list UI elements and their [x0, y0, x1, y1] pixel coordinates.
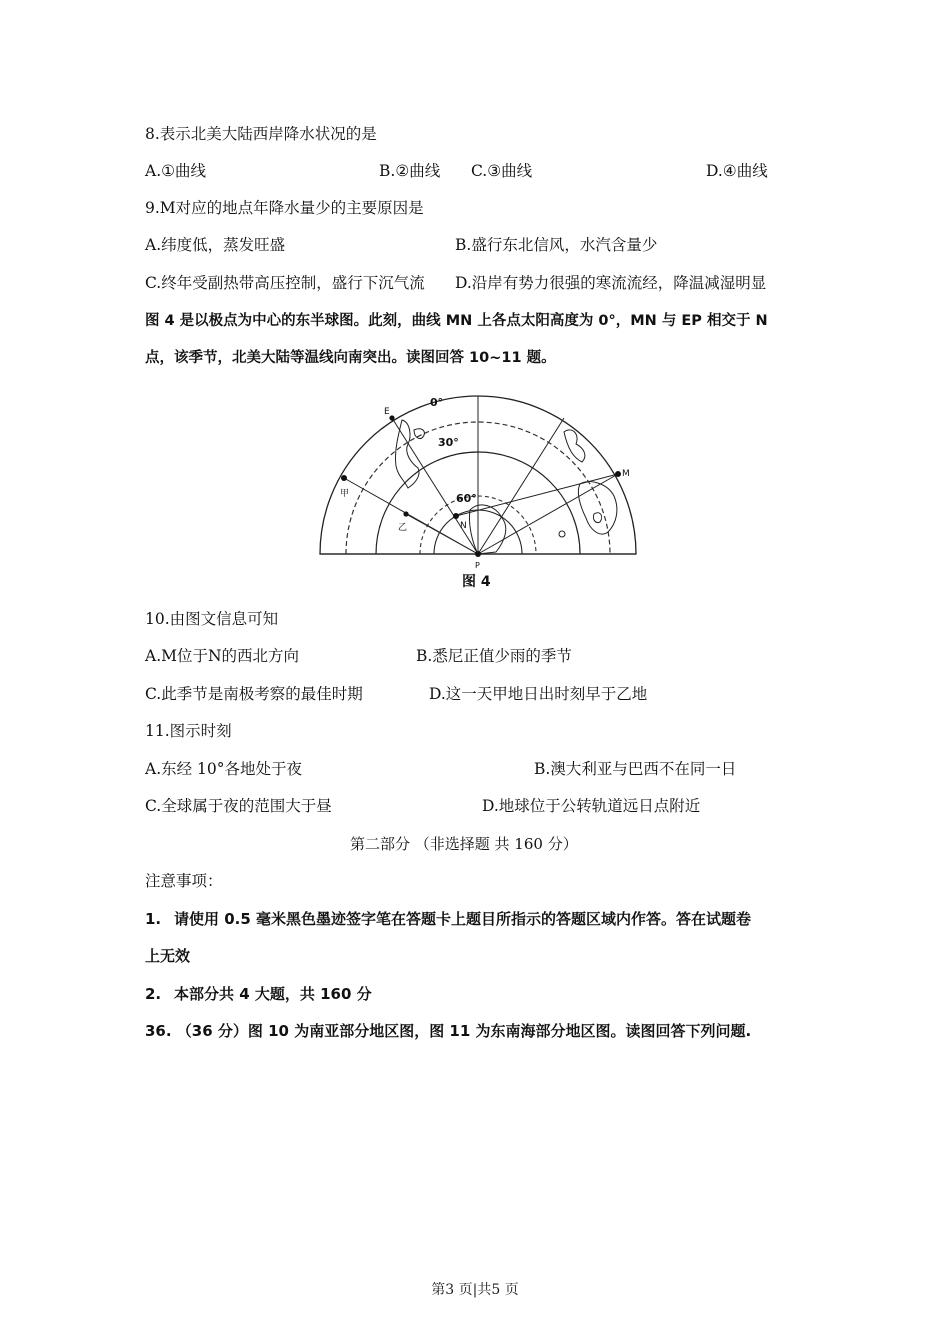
meridian-ep [392, 418, 478, 554]
label-yi: 乙 [398, 523, 408, 533]
q8-stem: 8.表示北美大陆西岸降水状况的是 [145, 125, 377, 143]
q8-option-b: B.②曲线 [379, 162, 441, 180]
q10-option-a: A.M位于N的西北方向 [145, 647, 300, 665]
q9-option-d: D.沿岸有势力很强的寒流流经，降温减湿明显 [455, 274, 767, 292]
label-lat-60: 60° [456, 492, 477, 505]
label-m: M [622, 469, 630, 479]
point-jia [341, 475, 347, 481]
q11-stem: 11.图示时刻 [145, 722, 232, 740]
polar-hemisphere-figure [318, 392, 638, 592]
australia-outline [578, 482, 616, 534]
line-mn [456, 474, 618, 516]
notes-item1-text: 请使用 0.5 毫米黑色墨迹签字笔在答题卡上题目所指示的答题区域内作答。答在试题卷 [174, 910, 752, 928]
q9-stem: 9.M对应的地点年降水量少的主要原因是 [145, 199, 424, 217]
q8-option-d: D.④曲线 [706, 162, 768, 180]
intro-line-1: 图 4 是以极点为中心的东半球图。此刻，曲线 MN 上各点太阳高度为 0°，MN 与 EP 相交于 N [145, 313, 768, 329]
notes-item2-number: 2. [145, 985, 162, 1003]
notes-heading: 注意事项： [145, 872, 223, 890]
notes-item1-continuation: 上无效 [145, 947, 191, 965]
antarctica-outline [469, 505, 505, 554]
q8-option-a: A.①曲线 [145, 162, 207, 180]
q9-option-b: B.盛行东北信风，水汽含量少 [455, 236, 658, 254]
label-e: E [384, 407, 390, 417]
label-jia: 甲 [340, 489, 350, 499]
figure-caption: 图 4 [462, 574, 491, 590]
label-lat-30: 30° [438, 436, 459, 449]
island-outline-small [593, 513, 601, 523]
q9-option-c: C.终年受副热带高压控制，盛行下沉气流 [145, 274, 425, 292]
part2-title: 第二部分 （非选择题 共 160 分） [350, 835, 578, 853]
notes-item1-number: 1. [145, 910, 162, 928]
q11-option-a: A.东经 10°各地处于夜 [145, 760, 303, 778]
island-outline [414, 429, 424, 439]
island-circle [559, 531, 565, 537]
point-yi [403, 511, 408, 516]
label-p: P [475, 561, 480, 570]
q10-stem: 10.由图文信息可知 [145, 610, 279, 628]
q9-option-a: A.纬度低，蒸发旺盛 [145, 236, 286, 254]
label-n: N [460, 521, 467, 531]
q11-option-b: B.澳大利亚与巴西不在同一日 [534, 760, 737, 778]
q10-option-b: B.悉尼正值少雨的季节 [416, 647, 572, 665]
point-n [453, 513, 459, 519]
q36-stem: 36. （36 分）图 10 为南亚部分地区图，图 11 为东南海部分地区图。读图回答下列问题. [145, 1022, 752, 1040]
point-p [475, 551, 481, 557]
q8-option-c: C.③曲线 [471, 162, 533, 180]
continent-outline-left [395, 420, 419, 488]
q10-option-d: D.这一天甲地日出时刻早于乙地 [429, 685, 648, 703]
q11-option-c: C.全球属于夜的范围大于昼 [145, 797, 332, 815]
meridian-yi [406, 514, 478, 554]
point-e [389, 415, 394, 420]
label-lat-0: 0° [430, 396, 444, 409]
intro-line-2: 点，该季节，北美大陆等温线向南突出。读图回答 10~11 题。 [145, 350, 556, 366]
page-footer: 第3 页|共5 页 [431, 1282, 519, 1298]
notes-item2-text: 本部分共 4 大题，共 160 分 [174, 985, 372, 1003]
meridian-right [478, 418, 564, 554]
point-m [615, 471, 621, 477]
q11-option-d: D.地球位于公转轨道远日点附近 [482, 797, 701, 815]
q10-option-c: C.此季节是南极考察的最佳时期 [145, 685, 363, 703]
